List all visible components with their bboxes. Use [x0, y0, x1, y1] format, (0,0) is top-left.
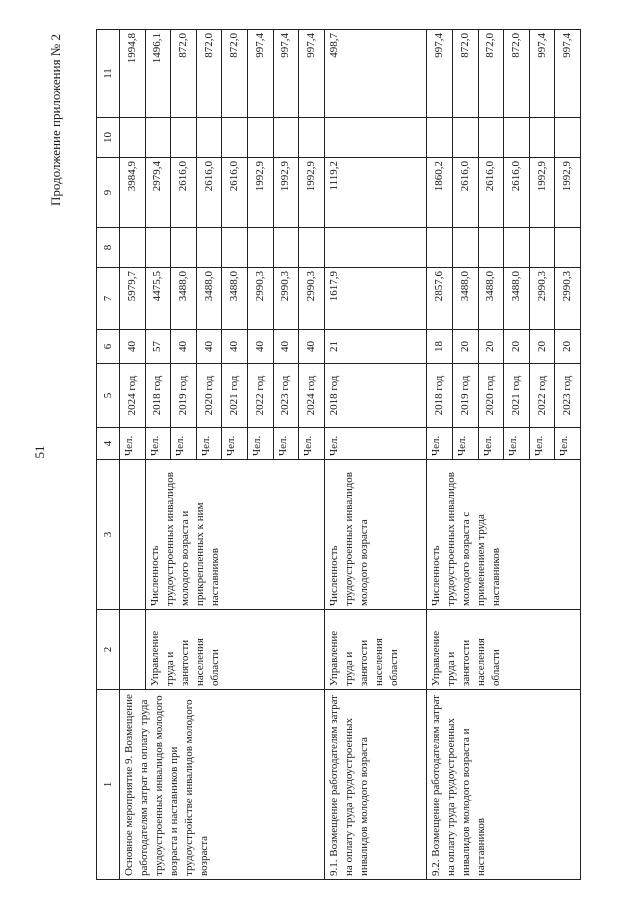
value-cell [504, 118, 530, 158]
year-cell: 2021 год [504, 364, 530, 428]
year-cell: 2020 год [196, 364, 222, 428]
value-cell [529, 228, 555, 268]
year-cell: 2018 год [324, 364, 426, 428]
value-cell: 2857,6 [427, 268, 453, 330]
unit-cell: Чел. [171, 428, 197, 460]
value-cell: 997,4 [273, 30, 299, 118]
year-cell: 2021 год [222, 364, 248, 428]
year-cell: 2023 год [273, 364, 299, 428]
header-col-4: 4 [97, 428, 120, 460]
value-cell: 872,0 [222, 30, 248, 118]
value-cell: 2990,3 [248, 268, 274, 330]
header-col-2: 2 [97, 610, 120, 690]
value-cell: 20 [452, 330, 478, 364]
value-cell: 20 [504, 330, 530, 364]
value-cell [299, 228, 325, 268]
value-cell [248, 228, 274, 268]
value-cell: 3488,0 [222, 268, 248, 330]
unit-cell: Чел. [555, 428, 581, 460]
value-cell [478, 118, 504, 158]
value-cell [222, 118, 248, 158]
value-cell: 2990,3 [555, 268, 581, 330]
value-cell: 1617,9 [324, 268, 426, 330]
value-cell [529, 118, 555, 158]
value-cell [504, 228, 530, 268]
unit-cell: Чел. [196, 428, 222, 460]
value-cell: 872,0 [452, 30, 478, 118]
value-cell [145, 118, 171, 158]
value-cell: 498,7 [324, 30, 426, 118]
value-cell [145, 228, 171, 268]
value-cell: 2616,0 [478, 158, 504, 228]
value-cell [171, 228, 197, 268]
rotated-table-container [96, 30, 581, 880]
indicator-cell [120, 460, 146, 610]
value-cell: 2990,3 [299, 268, 325, 330]
header-col-8: 8 [97, 228, 120, 268]
executor-cell: Управление труда и занятости населения области [427, 610, 581, 690]
year-cell: 2020 год [478, 364, 504, 428]
value-cell: 3488,0 [171, 268, 197, 330]
table-row [120, 30, 146, 880]
indicator-cell: Численность трудоустроенных инвалидов молодого возраста с применением труда наставников [427, 460, 581, 610]
value-cell: 2616,0 [171, 158, 197, 228]
value-cell [248, 118, 274, 158]
executor-cell: Управление труда и занятости населения области [145, 610, 324, 690]
value-cell: 1992,9 [555, 158, 581, 228]
value-cell: 20 [478, 330, 504, 364]
value-cell: 2990,3 [529, 268, 555, 330]
value-cell: 1496,1 [145, 30, 171, 118]
page-number: 51 [32, 445, 47, 459]
unit-cell: Чел. [145, 428, 171, 460]
table-row [427, 30, 453, 880]
value-cell: 20 [555, 330, 581, 364]
year-cell: 2018 год [145, 364, 171, 428]
value-cell: 2616,0 [222, 158, 248, 228]
activity-name-cell: 9.2. Возмещение работодателям затрат на оплату труда трудоустроенных инвалидов молодого возраста и наставников [427, 690, 581, 880]
header-col-11: 11 [97, 30, 120, 118]
value-cell: 1119,2 [324, 158, 426, 228]
unit-cell: Чел. [248, 428, 274, 460]
value-cell: 3984,9 [120, 158, 146, 228]
value-cell: 21 [324, 330, 426, 364]
header-col-7: 7 [97, 268, 120, 330]
value-cell: 4475,5 [145, 268, 171, 330]
value-cell [120, 228, 146, 268]
value-cell: 40 [299, 330, 325, 364]
unit-cell: Чел. [478, 428, 504, 460]
value-cell: 2990,3 [273, 268, 299, 330]
unit-cell: Чел. [120, 428, 146, 460]
value-cell: 20 [529, 330, 555, 364]
year-cell: 2019 год [171, 364, 197, 428]
activity-name-cell: 9.1. Возмещение работодателям затрат на оплату труда трудоустроенных инвалидов молодого возраста [324, 690, 426, 880]
value-cell: 1992,9 [299, 158, 325, 228]
value-cell [478, 228, 504, 268]
value-cell [452, 118, 478, 158]
value-cell [427, 228, 453, 268]
executor-cell: Управление труда и занятости населения области [324, 610, 426, 690]
value-cell: 997,4 [427, 30, 453, 118]
value-cell: 18 [427, 330, 453, 364]
value-cell: 872,0 [171, 30, 197, 118]
value-cell: 1992,9 [248, 158, 274, 228]
value-cell [196, 118, 222, 158]
unit-cell: Чел. [273, 428, 299, 460]
unit-cell: Чел. [427, 428, 453, 460]
value-cell: 872,0 [478, 30, 504, 118]
value-cell: 2616,0 [504, 158, 530, 228]
year-cell: 2022 год [529, 364, 555, 428]
unit-cell: Чел. [222, 428, 248, 460]
value-cell [196, 228, 222, 268]
value-cell: 997,4 [248, 30, 274, 118]
unit-cell: Чел. [504, 428, 530, 460]
header-col-1: 1 [97, 690, 120, 880]
value-cell: 1992,9 [529, 158, 555, 228]
value-cell: 40 [196, 330, 222, 364]
value-cell: 5979,7 [120, 268, 146, 330]
header-col-10: 10 [97, 118, 120, 158]
value-cell: 1992,9 [273, 158, 299, 228]
header-col-9: 9 [97, 158, 120, 228]
value-cell: 57 [145, 330, 171, 364]
value-cell: 3488,0 [478, 268, 504, 330]
year-cell: 2022 год [248, 364, 274, 428]
unit-cell: Чел. [324, 428, 426, 460]
value-cell: 40 [248, 330, 274, 364]
header-col-6: 6 [97, 330, 120, 364]
value-cell [273, 228, 299, 268]
value-cell [427, 118, 453, 158]
indicator-cell: Численность трудоустроенных инвалидов молодого возраста и прикрепленных к ним наставников [145, 460, 324, 610]
value-cell: 3488,0 [196, 268, 222, 330]
unit-cell: Чел. [299, 428, 325, 460]
value-cell [222, 228, 248, 268]
value-cell: 997,4 [529, 30, 555, 118]
value-cell: 40 [273, 330, 299, 364]
year-cell: 2024 год [299, 364, 325, 428]
activity-name-cell: Основное мероприятие 9. Возмещение работодателям затрат на оплату труда трудоустроенных инвалидов молодого возраста и наставников при трудоустройстве инвалидов молодого возраста [120, 690, 325, 880]
indicator-cell: Численность трудоустроенных инвалидов молодого возраста [324, 460, 426, 610]
value-cell: 40 [171, 330, 197, 364]
value-cell: 872,0 [196, 30, 222, 118]
unit-cell: Чел. [452, 428, 478, 460]
value-cell: 1860,2 [427, 158, 453, 228]
header-col-3: 3 [97, 460, 120, 610]
value-cell [555, 228, 581, 268]
value-cell [171, 118, 197, 158]
value-cell [324, 228, 426, 268]
value-cell: 40 [222, 330, 248, 364]
value-cell: 2616,0 [196, 158, 222, 228]
value-cell: 2616,0 [452, 158, 478, 228]
value-cell: 997,4 [299, 30, 325, 118]
value-cell: 872,0 [504, 30, 530, 118]
year-cell: 2018 год [427, 364, 453, 428]
unit-cell: Чел. [529, 428, 555, 460]
value-cell: 3488,0 [504, 268, 530, 330]
value-cell: 1994,8 [120, 30, 146, 118]
value-cell: 2979,4 [145, 158, 171, 228]
table-row [324, 30, 426, 880]
value-cell [452, 228, 478, 268]
year-cell: 2019 год [452, 364, 478, 428]
value-cell [555, 118, 581, 158]
year-cell: 2024 год [120, 364, 146, 428]
value-cell [120, 118, 146, 158]
value-cell: 40 [120, 330, 146, 364]
value-cell [299, 118, 325, 158]
value-cell [273, 118, 299, 158]
value-cell [324, 118, 426, 158]
appendix-continuation-note: Продолжение приложения № 2 [48, 34, 63, 206]
executor-cell [120, 610, 146, 690]
value-cell: 3488,0 [452, 268, 478, 330]
year-cell: 2023 год [555, 364, 581, 428]
budget-table [96, 29, 581, 880]
header-col-5: 5 [97, 364, 120, 428]
value-cell: 997,4 [555, 30, 581, 118]
header-row [97, 30, 120, 880]
